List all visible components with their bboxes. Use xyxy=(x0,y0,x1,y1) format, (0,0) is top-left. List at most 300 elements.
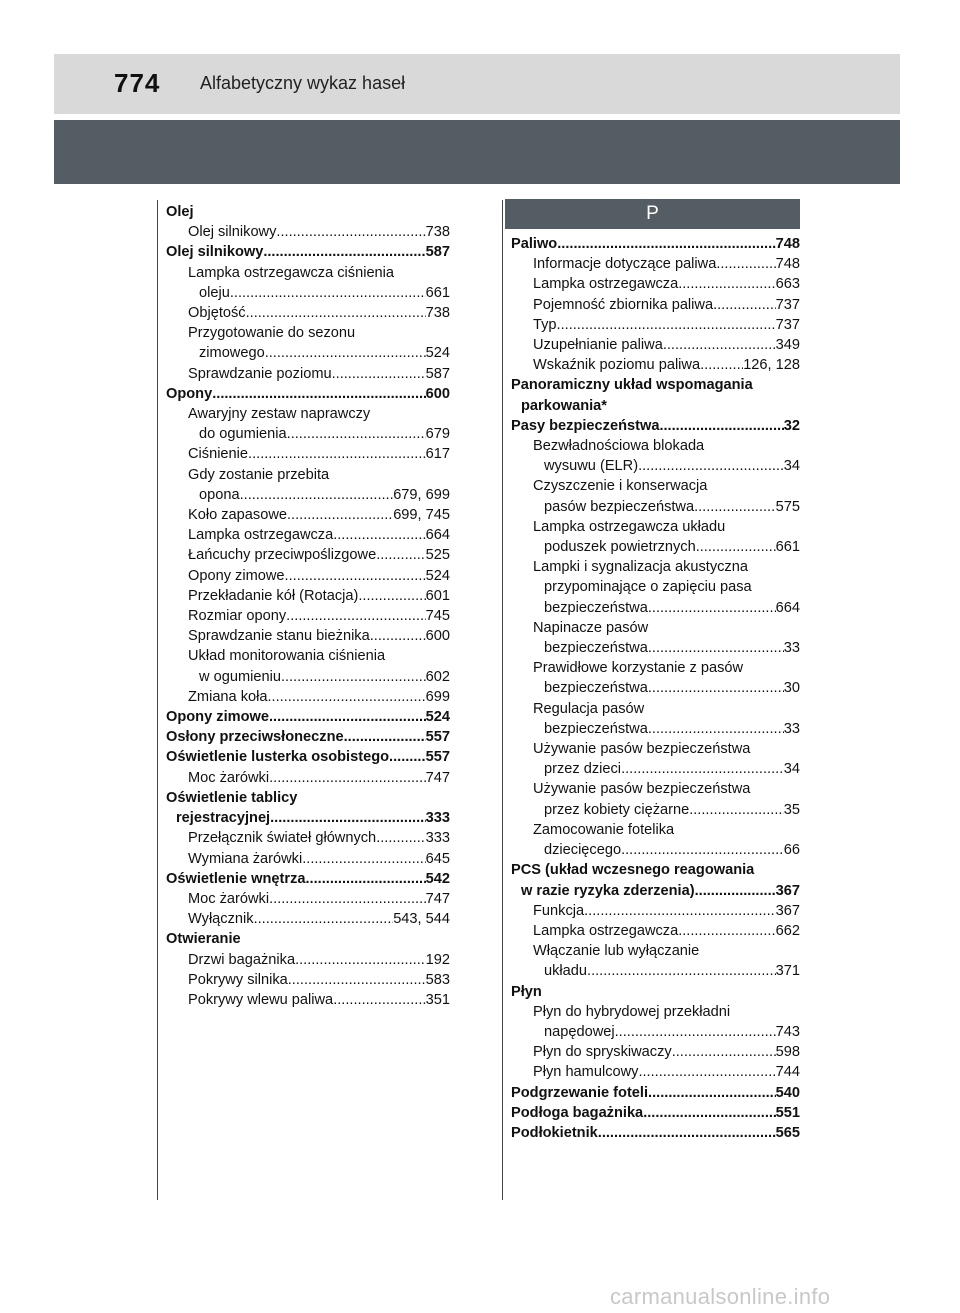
index-entry-term: Pojemność zbiornika paliwa xyxy=(533,296,714,313)
index-entry-term: Zmiana koła xyxy=(188,688,268,705)
index-entry xyxy=(166,808,450,828)
index-entry-page: 524 xyxy=(425,709,450,726)
dot-leader xyxy=(332,364,426,384)
dot-leader xyxy=(376,545,425,565)
index-entry xyxy=(166,646,450,666)
page-number: 774 xyxy=(114,68,161,98)
index-entry-page: 565 xyxy=(775,1124,800,1141)
index-entry xyxy=(166,747,450,767)
dot-leader xyxy=(700,355,743,375)
dot-leader xyxy=(648,638,784,658)
index-entry xyxy=(511,335,800,355)
dot-leader xyxy=(621,840,784,860)
dot-leader xyxy=(648,719,784,739)
index-entry-term: Lampki i sygnalizacja akustyczna xyxy=(533,559,748,576)
index-entry xyxy=(511,638,800,658)
index-entry-term: Rozmiar opony xyxy=(188,608,287,625)
index-entry xyxy=(511,800,800,820)
dot-leader xyxy=(648,678,784,698)
index-entry-page: 748 xyxy=(775,256,800,273)
index-entry xyxy=(511,234,800,254)
index-entry xyxy=(166,586,450,606)
index-entry-term: Moc żarówki xyxy=(188,890,270,907)
index-entry-term: Lampka ostrzegawcza xyxy=(188,527,334,544)
index-entry-page: 679, 699 xyxy=(393,486,450,503)
index-entry-page: 745 xyxy=(425,608,450,625)
index-entry xyxy=(166,505,450,525)
index-entry-page: 192 xyxy=(425,951,450,968)
index-entry-term: Podgrzewanie foteli xyxy=(511,1084,649,1101)
index-entry xyxy=(511,881,800,901)
index-entry xyxy=(166,222,450,242)
index-entry-term: przez dzieci xyxy=(544,761,622,778)
dot-leader xyxy=(302,849,425,869)
index-entry-term: Regulacja pasów xyxy=(533,700,645,717)
dot-leader xyxy=(648,1083,776,1103)
dot-leader xyxy=(246,303,426,323)
dot-leader xyxy=(678,921,775,941)
index-entry-term: przez kobiety ciężarne xyxy=(544,801,690,818)
dot-leader xyxy=(287,424,426,444)
index-entry-term: wysuwu (ELR) xyxy=(544,458,639,475)
index-entry-term: Przełącznik świateł głównych xyxy=(188,830,377,847)
index-entry-page: 583 xyxy=(425,971,450,988)
index-entry-term: Olej silnikowy xyxy=(166,244,264,261)
dot-leader xyxy=(648,598,776,618)
index-entry-page: 540 xyxy=(775,1084,800,1101)
index-entry-term: Układ monitorowania ciśnienia xyxy=(188,648,386,665)
index-entry-term: Typ xyxy=(533,316,557,333)
index-entry-term: napędowej xyxy=(544,1023,615,1040)
index-entry-term: Płyn xyxy=(511,983,542,1000)
index-entry xyxy=(511,840,800,860)
index-entry xyxy=(511,1002,800,1022)
dot-leader xyxy=(557,234,775,254)
index-entry-page: 744 xyxy=(775,1064,800,1081)
index-entry-page: 524 xyxy=(425,567,450,584)
section-letter-bar: P xyxy=(505,199,800,229)
index-entry-term: Napinacze pasów xyxy=(533,619,649,636)
index-entry-page: 371 xyxy=(775,963,800,980)
index-entry-page: 600 xyxy=(425,628,450,645)
watermark: carmanualsonline.info xyxy=(610,1284,831,1309)
index-entry xyxy=(511,961,800,981)
dot-leader xyxy=(643,1103,775,1123)
index-entry-term: Oświetlenie lusterka osobistego xyxy=(166,749,390,766)
index-entry xyxy=(166,950,450,970)
index-entry xyxy=(511,254,800,274)
index-entry-term: Przygotowanie do sezonu xyxy=(188,325,356,342)
index-entry-term: Lampka ostrzegawcza xyxy=(533,276,679,293)
index-entry xyxy=(511,274,800,294)
dot-leader xyxy=(285,566,426,586)
dot-leader xyxy=(276,222,425,242)
dot-leader xyxy=(584,901,776,921)
index-entry xyxy=(166,687,450,707)
dot-leader xyxy=(268,687,426,707)
index-entry-term: Płyn do spryskiwaczy xyxy=(533,1044,672,1061)
dot-leader xyxy=(254,909,394,929)
index-entry xyxy=(511,1103,800,1123)
index-entry-term: układu xyxy=(544,963,588,980)
index-entry-page: 34 xyxy=(783,458,800,475)
dot-leader xyxy=(598,1123,776,1143)
index-entry-page: 737 xyxy=(775,316,800,333)
dot-leader xyxy=(306,869,426,889)
index-entry xyxy=(166,323,450,343)
index-entry xyxy=(511,295,800,315)
index-entry-term: Moc żarówki xyxy=(188,769,270,786)
index-entry-page: 664 xyxy=(775,599,800,616)
index-entry-term: bezpieczeństwa xyxy=(544,640,648,657)
dot-leader xyxy=(230,283,426,303)
index-entry xyxy=(166,263,450,283)
index-entry-term: Pasy bezpieczeństwa xyxy=(511,417,660,434)
index-entry-term: przypominające o zapięciu pasa xyxy=(544,579,752,596)
index-entry xyxy=(166,384,450,404)
index-entry-page: 747 xyxy=(425,890,450,907)
index-entry xyxy=(511,497,800,517)
index-column-right xyxy=(511,234,800,1143)
index-entry-term: Ciśnienie xyxy=(188,446,249,463)
index-entry xyxy=(166,929,450,949)
index-entry-page: 557 xyxy=(425,749,450,766)
dot-leader xyxy=(295,950,426,970)
dot-leader xyxy=(389,747,426,767)
index-entry-page: 349 xyxy=(775,337,800,354)
dot-leader xyxy=(370,626,426,646)
dot-leader xyxy=(281,667,426,687)
index-entry-term: Koło zapasowe xyxy=(188,507,287,524)
index-entry xyxy=(511,517,800,537)
index-entry-page: 738 xyxy=(425,224,450,241)
index-entry xyxy=(166,525,450,545)
index-entry-term: w razie ryzyka zderzenia) xyxy=(521,882,695,899)
index-entry-term: Panoramiczny układ wspomagania xyxy=(511,377,753,394)
index-entry-term: Olej silnikowy xyxy=(188,224,277,241)
index-entry-page: 645 xyxy=(425,850,450,867)
dot-leader xyxy=(248,444,426,464)
index-entry-term: Używanie pasów bezpieczeństwa xyxy=(533,741,751,758)
index-entry-page: 600 xyxy=(425,385,450,402)
dot-leader xyxy=(240,485,394,505)
index-entry-page: 333 xyxy=(425,830,450,847)
index-entry xyxy=(166,909,450,929)
index-entry-term: Paliwo xyxy=(511,236,558,252)
dot-leader xyxy=(716,254,775,274)
index-entry-page: 66 xyxy=(783,842,800,859)
index-entry-term: rejestracyjnej xyxy=(176,810,271,827)
index-entry xyxy=(166,990,450,1010)
index-entry-term: oleju xyxy=(199,284,230,301)
index-entry-page: 543, 544 xyxy=(393,911,450,928)
index-entry xyxy=(166,849,450,869)
index-entry-page: 30 xyxy=(783,680,800,697)
index-entry xyxy=(511,719,800,739)
index-entry xyxy=(511,315,800,335)
dot-leader xyxy=(678,274,775,294)
index-entry-term: PCS (układ wczesnego reagowania xyxy=(511,862,755,879)
index-entry xyxy=(166,424,450,444)
index-entry xyxy=(511,1062,800,1082)
index-entry xyxy=(166,828,450,848)
page-header xyxy=(54,54,900,114)
index-entry-term: Drzwi bagażnika xyxy=(188,951,296,968)
index-entry-term: Informacje dotyczące paliwa xyxy=(533,256,717,273)
index-entry-page: 35 xyxy=(783,801,800,818)
index-entry-term: Przekładanie kół (Rotacja) xyxy=(188,587,359,604)
dot-leader xyxy=(615,1022,776,1042)
index-entry xyxy=(511,759,800,779)
index-entry-term: Bezwładnościowa blokada xyxy=(533,438,705,455)
index-entry xyxy=(166,485,450,505)
index-entry-page: 699, 745 xyxy=(393,507,450,524)
dot-leader xyxy=(663,335,776,355)
index-entry xyxy=(511,375,800,395)
index-entry-page: 748 xyxy=(775,236,800,252)
index-entry-term: zimowego xyxy=(199,345,265,362)
index-entry-term: Uzupełnianie paliwa xyxy=(533,337,663,354)
index-entry xyxy=(511,921,800,941)
index-entry xyxy=(511,537,800,557)
dot-leader xyxy=(212,384,425,404)
index-entry xyxy=(166,667,450,687)
index-entry xyxy=(166,444,450,464)
index-entry-term: Włączanie lub wyłączanie xyxy=(533,943,700,960)
index-entry-page: 617 xyxy=(425,446,450,463)
index-entry-term: Prawidłowe korzystanie z pasów xyxy=(533,660,744,677)
index-entry xyxy=(166,566,450,586)
index-entry-term: Podłokietnik xyxy=(511,1124,598,1141)
index-entry-term: Płyn hamulcowy xyxy=(533,1064,639,1081)
index-entry-term: parkowania* xyxy=(521,397,607,414)
index-entry-term: do ogumienia xyxy=(199,426,287,443)
index-entry-page: 738 xyxy=(425,305,450,322)
index-entry xyxy=(166,970,450,990)
dot-leader xyxy=(344,727,426,747)
index-entry-page: 664 xyxy=(425,527,450,544)
index-entry-page: 333 xyxy=(425,810,450,827)
index-entry xyxy=(166,545,450,565)
right-column-rule xyxy=(502,200,503,1200)
index-entry-term: Olej xyxy=(166,204,194,220)
index-entry-term: bezpieczeństwa xyxy=(544,680,648,697)
index-entry xyxy=(511,1042,800,1062)
index-entry-term: Sprawdzanie poziomu xyxy=(188,365,332,382)
index-entry-page: 575 xyxy=(775,498,800,515)
index-entry-page: 602 xyxy=(425,668,450,685)
index-entry xyxy=(511,982,800,1002)
dot-leader xyxy=(358,586,425,606)
dot-leader xyxy=(286,606,425,626)
dot-leader xyxy=(713,295,776,315)
dot-leader xyxy=(333,525,425,545)
index-entry-term: Sprawdzanie stanu bieżnika xyxy=(188,628,370,645)
index-entry xyxy=(511,658,800,678)
index-entry-term: Pokrywy silnika xyxy=(188,971,288,988)
index-entry-page: 542 xyxy=(425,870,450,887)
dot-leader xyxy=(288,970,426,990)
index-entry xyxy=(511,1123,800,1143)
dot-leader xyxy=(270,808,426,828)
index-entry-term: Lampka ostrzegawcza xyxy=(533,922,679,939)
dot-leader xyxy=(333,990,425,1010)
index-entry-term: Objętość xyxy=(188,305,246,322)
index-entry-term: Płyn do hybrydowej przekładni xyxy=(533,1003,731,1020)
index-entry-term: Pokrywy wlewu paliwa xyxy=(188,991,334,1008)
dot-leader xyxy=(694,497,776,517)
index-entry xyxy=(511,699,800,719)
index-entry-term: Czyszczenie i konserwacja xyxy=(533,478,708,495)
index-entry xyxy=(166,343,450,363)
index-entry xyxy=(511,1022,800,1042)
section-band xyxy=(54,120,900,184)
index-entry-page: 587 xyxy=(425,244,450,261)
index-entry xyxy=(511,739,800,759)
index-entry-page: 662 xyxy=(775,922,800,939)
index-column-left xyxy=(166,202,450,1010)
index-entry-term: Używanie pasów bezpieczeństwa xyxy=(533,781,751,798)
index-entry xyxy=(166,707,450,727)
index-entry-page: 32 xyxy=(783,417,800,434)
index-entry-term: pasów bezpieczeństwa xyxy=(544,498,695,515)
index-entry-page: 525 xyxy=(425,547,450,564)
index-entry-page: 663 xyxy=(775,276,800,293)
dot-leader xyxy=(557,315,776,335)
index-entry-term: opona xyxy=(199,486,240,503)
index-entry xyxy=(511,678,800,698)
index-entry-term: Łańcuchy przeciwpoślizgowe xyxy=(188,547,377,564)
dot-leader xyxy=(689,800,784,820)
index-entry-term: Lampka ostrzegawcza układu xyxy=(533,518,726,535)
index-entry xyxy=(511,577,800,597)
dot-leader xyxy=(659,416,783,436)
index-entry xyxy=(166,364,450,384)
index-entry-page: 351 xyxy=(425,991,450,1008)
index-entry xyxy=(166,202,450,222)
index-entry-term: bezpieczeństwa xyxy=(544,720,648,737)
index-entry xyxy=(166,283,450,303)
index-entry-page: 367 xyxy=(775,902,800,919)
index-entry xyxy=(511,941,800,961)
index-entry-term: dziecięcego xyxy=(544,842,622,859)
index-entry xyxy=(511,1083,800,1103)
index-entry-term: Oświetlenie tablicy xyxy=(166,789,298,806)
index-entry-term: bezpieczeństwa xyxy=(544,599,648,616)
index-entry xyxy=(166,606,450,626)
index-entry xyxy=(511,860,800,880)
index-entry xyxy=(166,727,450,747)
index-entry xyxy=(166,889,450,909)
index-entry-page: 557 xyxy=(425,729,450,746)
index-entry xyxy=(511,901,800,921)
index-entry-page: 737 xyxy=(775,296,800,313)
index-entry xyxy=(511,355,800,375)
index-entry-term: Awaryjny zestaw naprawczy xyxy=(188,406,371,423)
index-entry-page: 661 xyxy=(775,539,800,556)
dot-leader xyxy=(263,242,425,262)
index-entry-term: Zamocowanie fotelika xyxy=(533,821,675,838)
index-entry xyxy=(166,404,450,424)
index-entry xyxy=(166,465,450,485)
dot-leader xyxy=(287,505,393,525)
index-entry-term: w ogumieniu xyxy=(199,668,281,685)
index-entry-page: 34 xyxy=(783,761,800,778)
index-entry-term: Oświetlenie wnętrza xyxy=(166,870,306,887)
index-entry-term: Wymiana żarówki xyxy=(188,850,303,867)
index-entry xyxy=(511,436,800,456)
index-entry-term: Podłoga bagażnika xyxy=(511,1104,644,1121)
dot-leader xyxy=(587,961,776,981)
index-entry-term: Opony zimowe xyxy=(188,567,285,584)
index-entry xyxy=(511,557,800,577)
dot-leader xyxy=(638,456,784,476)
index-entry xyxy=(166,242,450,262)
index-entry-term: Opony zimowe xyxy=(166,709,269,726)
index-entry xyxy=(511,476,800,496)
index-entry-term: poduszek powietrznych xyxy=(544,539,696,556)
index-entry-page: 679 xyxy=(425,426,450,443)
index-entry xyxy=(166,869,450,889)
index-entry xyxy=(166,303,450,323)
index-entry-page: 661 xyxy=(425,284,450,301)
index-entry-page: 524 xyxy=(425,345,450,362)
index-entry-term: Lampka ostrzegawcza ciśnienia xyxy=(188,264,395,281)
index-entry-term: Otwieranie xyxy=(166,931,241,948)
index-entry-page: 747 xyxy=(425,769,450,786)
index-entry-term: Funkcja xyxy=(533,902,585,919)
index-entry-page: 33 xyxy=(783,720,800,737)
dot-leader xyxy=(265,343,426,363)
dot-leader xyxy=(672,1042,776,1062)
index-entry xyxy=(511,456,800,476)
dot-leader xyxy=(269,707,426,727)
dot-leader xyxy=(269,889,426,909)
index-entry xyxy=(511,779,800,799)
index-entry-page: 699 xyxy=(425,688,450,705)
index-entry-term: Wskaźnik poziomu paliwa xyxy=(533,357,701,374)
index-entry-page: 551 xyxy=(775,1104,800,1121)
index-entry-page: 601 xyxy=(425,587,450,604)
dot-leader xyxy=(376,828,425,848)
index-entry xyxy=(511,820,800,840)
index-entry-term: Gdy zostanie przebita xyxy=(188,466,330,483)
index-entry-term: Wyłącznik xyxy=(188,911,254,928)
dot-leader xyxy=(695,881,776,901)
index-entry-page: 33 xyxy=(783,640,800,657)
dot-leader xyxy=(696,537,776,557)
index-entry-page: 743 xyxy=(775,1023,800,1040)
index-entry xyxy=(166,768,450,788)
index-entry-page: 367 xyxy=(775,882,800,899)
index-entry xyxy=(166,788,450,808)
dot-leader xyxy=(269,768,426,788)
index-entry-page: 587 xyxy=(425,365,450,382)
index-entry xyxy=(166,626,450,646)
index-entry xyxy=(511,618,800,638)
page-title: Alfabetyczny wykaz haseł xyxy=(200,73,406,93)
index-entry-term: Osłony przeciwsłoneczne xyxy=(166,729,344,746)
index-entry-page: 598 xyxy=(775,1044,800,1061)
dot-leader xyxy=(621,759,784,779)
index-entry-term: Opony xyxy=(166,385,213,402)
index-entry xyxy=(511,396,800,416)
index-entry-page: 126, 128 xyxy=(743,357,800,374)
left-column-rule xyxy=(157,200,158,1200)
index-entry xyxy=(511,416,800,436)
dot-leader xyxy=(638,1062,775,1082)
index-entry xyxy=(511,598,800,618)
